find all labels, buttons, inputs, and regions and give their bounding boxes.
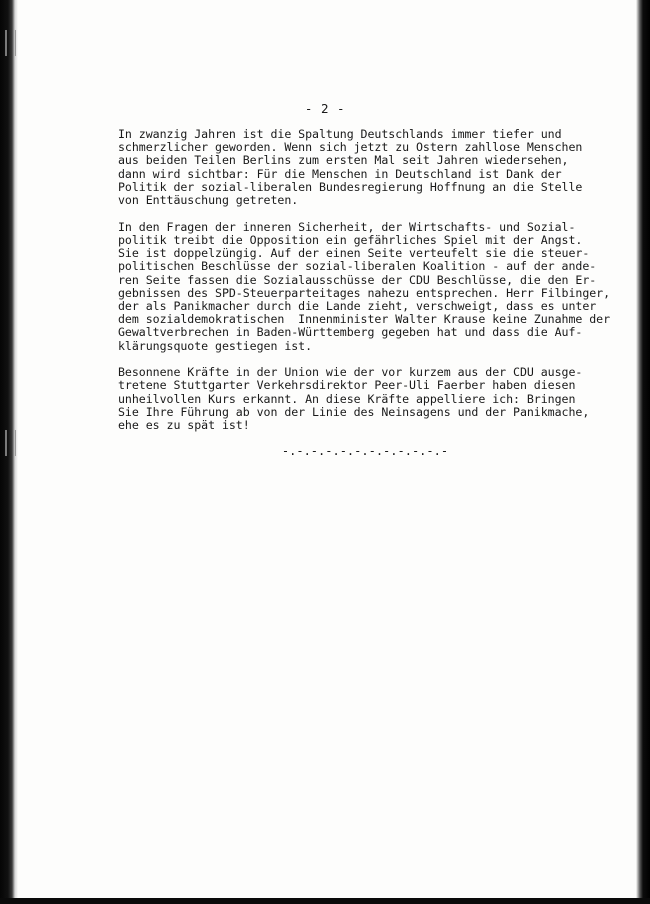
text-line: von Enttäuschung getreten. — [118, 193, 299, 208]
text-line: dem sozialdemokratischen Innenminister Walter Krause keine Zunahme der — [118, 312, 611, 327]
text-line: unheilvollen Kurs erkannt. An diese Kräfte appelliere ich: Bringen — [118, 391, 576, 406]
paragraph — [118, 128, 648, 207]
text-line: aus beiden Teilen Berlins zum ersten Mal seit Jahren wiedersehen, — [118, 153, 569, 168]
text-line: tretene Stuttgarter Verkehrsdirektor Peer-Uli Faerber haben diesen — [118, 378, 576, 393]
text-line: Besonnene Kräfte in der Union wie der vor kurzem aus der CDU ausge- — [118, 365, 583, 380]
paragraph — [118, 366, 648, 432]
text-line: der als Panikmacher durch die Lande zieht, verschweigt, dass es unter — [118, 298, 597, 313]
text-line: schmerzlicher geworden. Wenn sich jetzt zu Ostern zahllose Menschen — [118, 140, 583, 155]
paragraph — [118, 221, 648, 353]
text-line: ren Seite fassen die Sozialausschüsse der CDU Beschlüsse, die den Er- — [118, 272, 597, 287]
text-line: In den Fragen der inneren Sicherheit, der Wirtschafts- und Sozial- — [118, 219, 576, 234]
text-line: Sie Ihre Führung ab von der Linie des Neinsagens und der Panikmache, — [118, 404, 590, 419]
text-line: ehe es zu spät ist! — [118, 418, 250, 433]
text-line: In zwanzig Jahren ist die Spaltung Deutschlands immer tiefer und — [118, 127, 562, 141]
text-line: Sie ist doppelzüngig. Auf der einen Seite verteufelt sie die steuer- — [118, 246, 590, 261]
scan-edge-bottom — [0, 898, 650, 904]
letter-body — [118, 128, 648, 446]
text-line: Gewaltverbrechen in Baden-Württemberg gegeben hat und dass die Auf- — [118, 325, 583, 340]
end-of-text-marker: -.-.-.-.-.-.-.-.-.-.-.- — [281, 444, 449, 458]
page-number: - 2 - — [304, 101, 346, 116]
text-line: politischen Beschlüsse der sozial-liberalen Koalition - auf der ande- — [118, 259, 597, 274]
text-line: politik treibt die Opposition ein gefährliches Spiel mit der Angst. — [118, 232, 583, 247]
text-line: Politik der sozial-liberalen Bundesregierung Hoffnung an die Stelle — [118, 179, 583, 194]
text-line: klärungsquote gestiegen ist. — [118, 338, 313, 353]
text-line: gebnissen des SPD-Steuerparteitages nahezu entsprechen. Herr Filbinger, — [118, 285, 611, 300]
text-line: dann wird sichtbar: Für die Menschen in Deutschland ist Dank der — [118, 166, 562, 181]
binder-mark — [5, 30, 16, 56]
